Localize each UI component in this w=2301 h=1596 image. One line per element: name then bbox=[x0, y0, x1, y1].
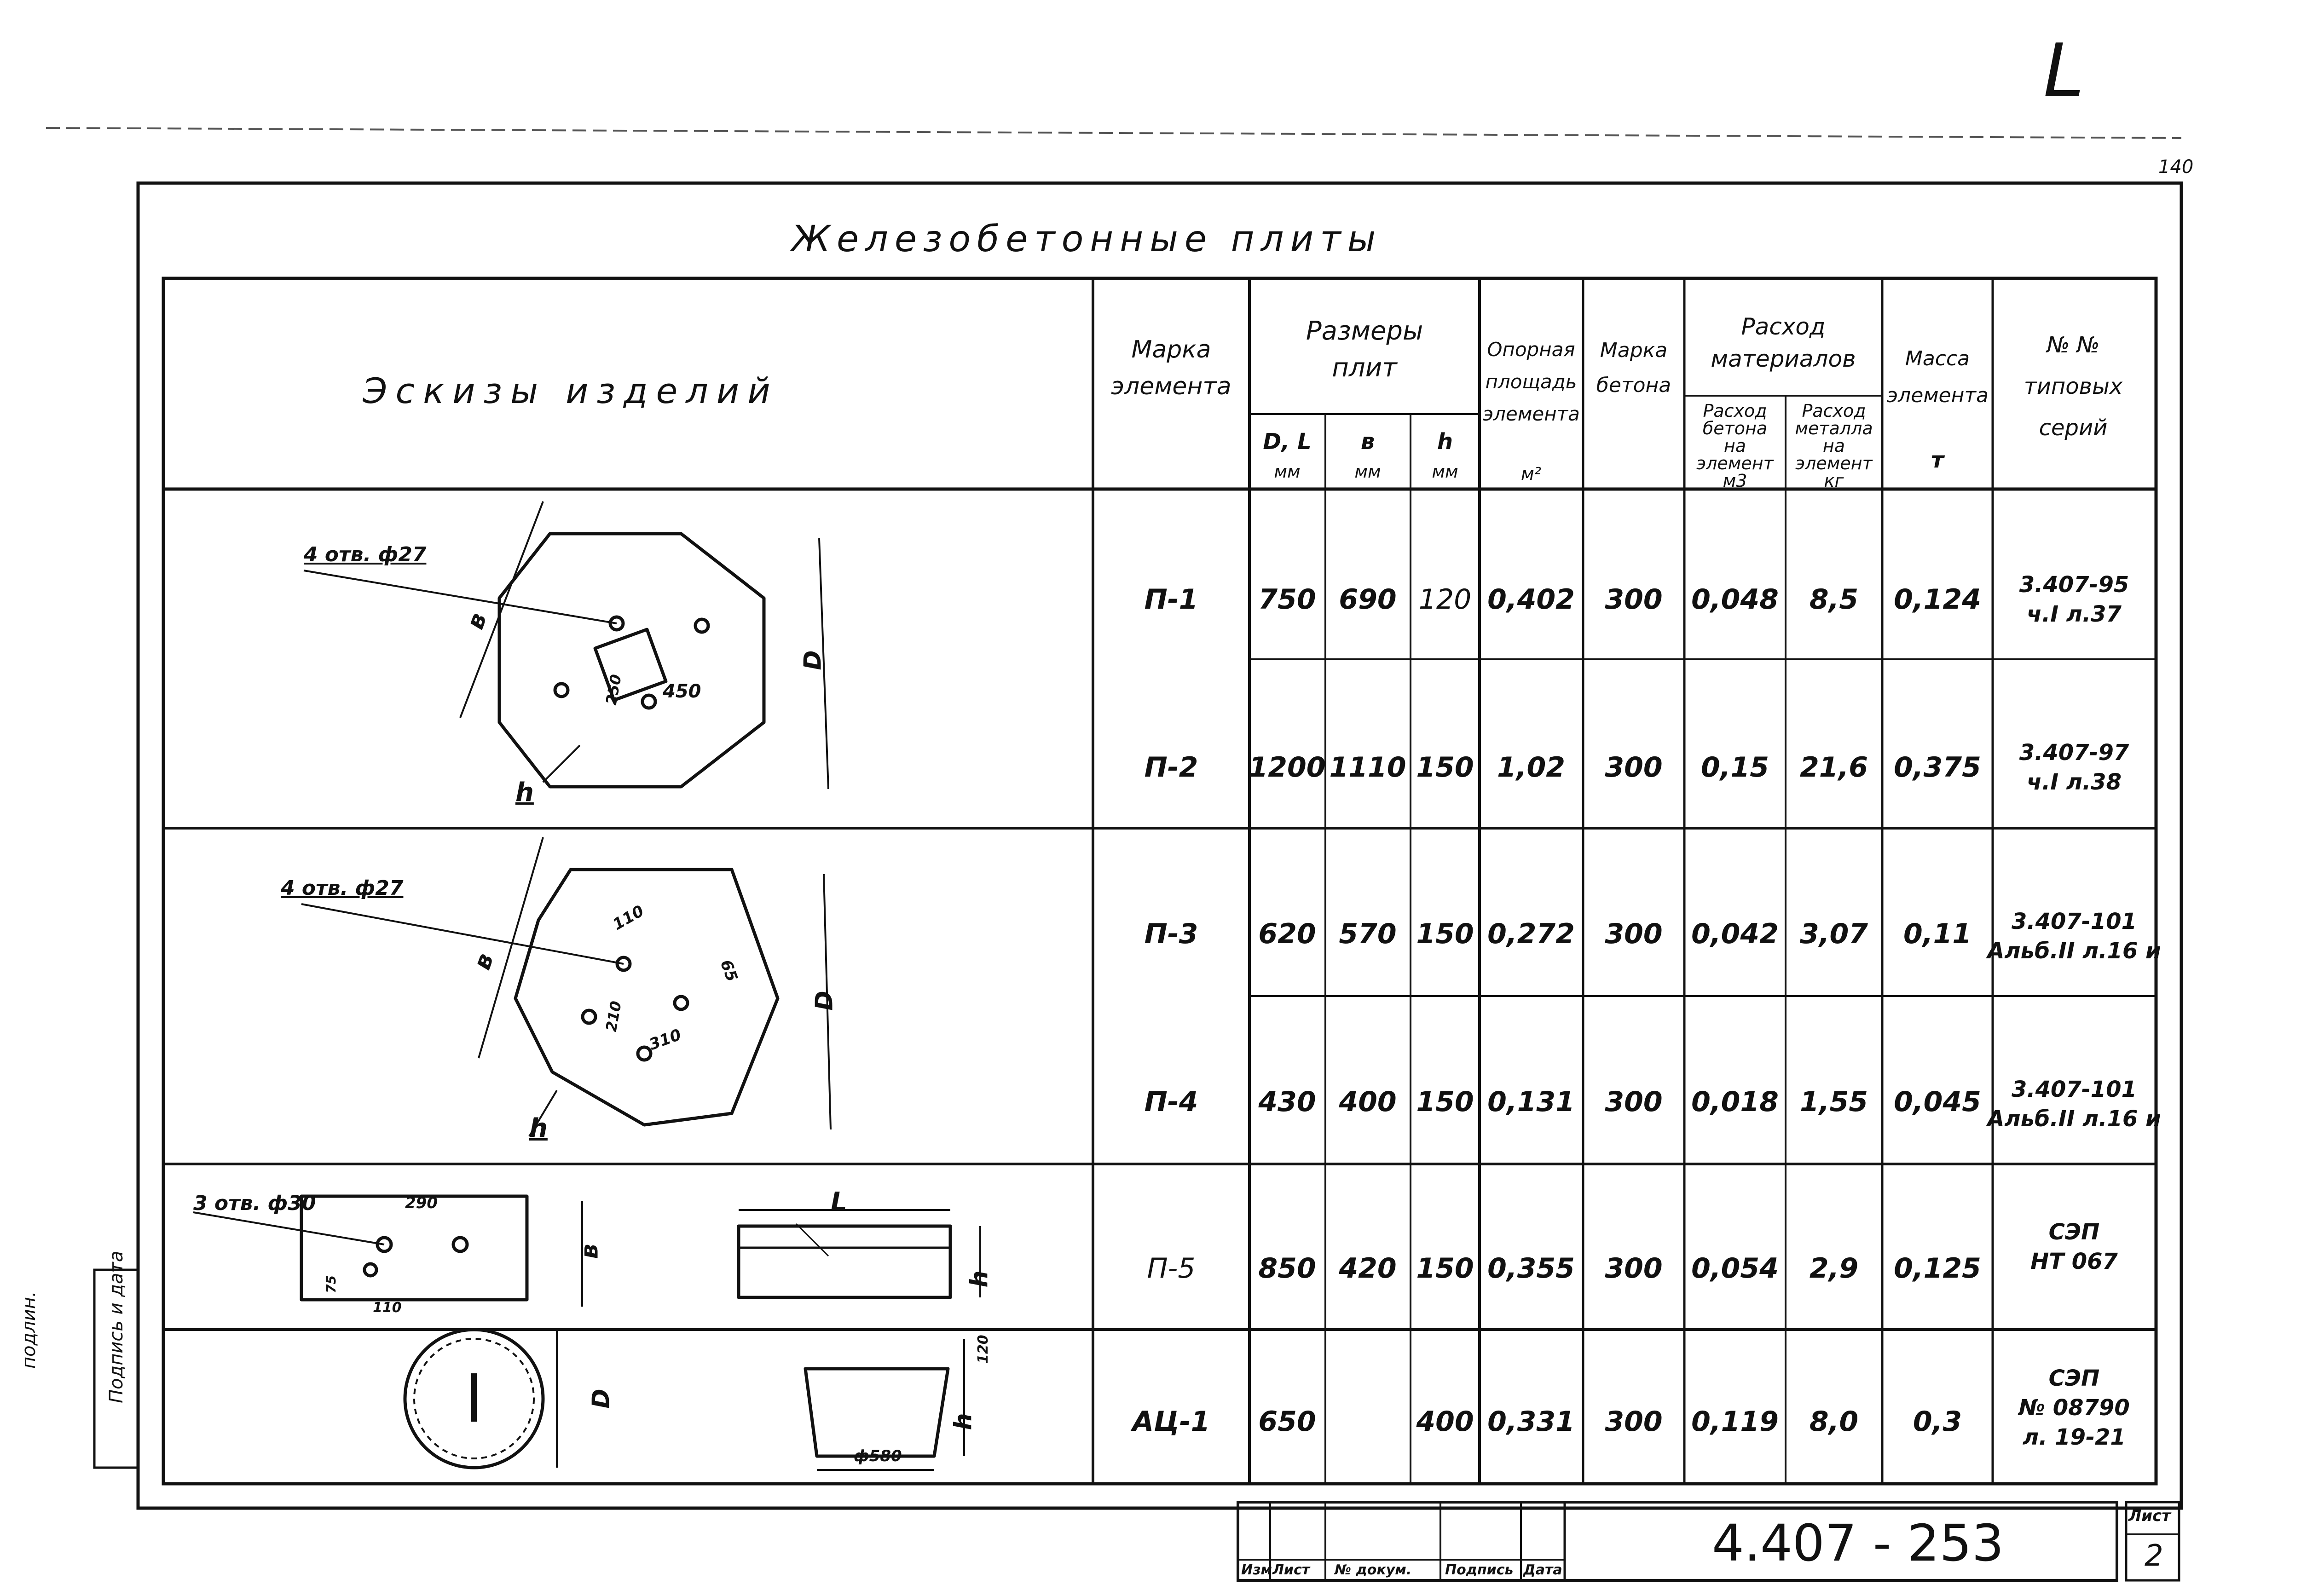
header-metal-unit: кг bbox=[1824, 471, 1844, 491]
row-3-h: 150 bbox=[1416, 918, 1474, 950]
header-size-h: h bbox=[1437, 429, 1453, 455]
dim-D-1: D bbox=[799, 650, 827, 670]
header-support-area: Опорная площадь элемента bbox=[1483, 338, 1580, 425]
row-4-mark: П-4 bbox=[1144, 1086, 1198, 1118]
header-concrete-unit: м3 bbox=[1723, 471, 1747, 491]
header-unit-mm-2: мм bbox=[1354, 461, 1381, 482]
row-3-concrete: 300 bbox=[1605, 918, 1663, 950]
row-6-h: 400 bbox=[1416, 1406, 1474, 1438]
row-5-d: 850 bbox=[1258, 1252, 1316, 1285]
label-holes-1: 4 отв. ф27 bbox=[304, 543, 427, 566]
dim-580: ф580 bbox=[854, 1447, 902, 1465]
row-6-series-1: СЭП bbox=[2048, 1366, 2100, 1391]
dim-h-1: h bbox=[515, 778, 534, 807]
row-3-d: 620 bbox=[1258, 918, 1316, 950]
row-3-mark: П-3 bbox=[1144, 918, 1198, 950]
sheet-label: Лист bbox=[2128, 1507, 2171, 1525]
row-4-series-1: 3.407-101 bbox=[2012, 1077, 2137, 1102]
row-5-area: 0,355 bbox=[1487, 1252, 1575, 1285]
row-2-mass: 0,375 bbox=[1894, 751, 1981, 784]
dim-250: 250 bbox=[602, 673, 625, 707]
row-1-series-1: 3.407-95 bbox=[2019, 572, 2129, 598]
row-1-mass: 0,124 bbox=[1894, 583, 1981, 616]
sheet-number: 2 bbox=[2145, 1539, 2163, 1573]
row-5-h: 150 bbox=[1416, 1252, 1474, 1285]
dim-450: 450 bbox=[663, 681, 701, 702]
header-size-b: в bbox=[1360, 429, 1375, 455]
row-4-area: 0,131 bbox=[1487, 1086, 1575, 1118]
row-5-series bbox=[2030, 1217, 2118, 1276]
row-5-metal: 2,9 bbox=[1809, 1252, 1859, 1285]
row-6-d: 650 bbox=[1258, 1406, 1316, 1438]
dim-210: 210 bbox=[602, 999, 625, 1033]
row-2-d: 1200 bbox=[1249, 751, 1326, 784]
header-concrete-mark: Марка бетона bbox=[1596, 339, 1671, 397]
dim-75: 75 bbox=[323, 1275, 339, 1293]
row-4-h: 150 bbox=[1416, 1086, 1474, 1118]
row-4-mass: 0,045 bbox=[1894, 1086, 1981, 1118]
document-code: 4.407 - 253 bbox=[1712, 1514, 2004, 1573]
header-mark: Марка элемента bbox=[1111, 336, 1231, 400]
row-2-mark: П-2 bbox=[1144, 751, 1198, 784]
header-support-unit: м² bbox=[1521, 464, 1541, 484]
side-stamp-2: Подпись и дата bbox=[106, 1250, 127, 1403]
dim-b-3: в bbox=[576, 1244, 604, 1259]
dim-h-2: h bbox=[529, 1113, 548, 1143]
tb-izm: Изм bbox=[1241, 1562, 1272, 1578]
row-1-area: 0,402 bbox=[1487, 583, 1575, 616]
tb-list: Лист bbox=[1272, 1562, 1310, 1578]
row-1-mark: П-1 bbox=[1144, 583, 1198, 616]
row-4-concrete-use: 0,018 bbox=[1691, 1086, 1779, 1118]
corner-mark: L bbox=[2043, 28, 2085, 114]
row-5-concrete-use: 0,054 bbox=[1691, 1252, 1779, 1285]
row-2-b: 1110 bbox=[1329, 751, 1406, 784]
row-6-concrete-use: 0,119 bbox=[1691, 1406, 1779, 1438]
dim-290: 290 bbox=[405, 1194, 438, 1212]
tb-sign: Подпись bbox=[1445, 1562, 1514, 1578]
row-4-series-2: Альб.II л.16 и bbox=[1987, 1106, 2161, 1132]
dim-b-1: в bbox=[461, 609, 493, 633]
dim-h-3: h bbox=[965, 1270, 994, 1288]
row-3-b: 570 bbox=[1339, 918, 1397, 950]
row-2-area: 1,02 bbox=[1497, 751, 1566, 784]
row-5-series-1: СЭП bbox=[2048, 1219, 2100, 1245]
row-3-metal: 3,07 bbox=[1799, 918, 1868, 950]
row-1-series-2: ч.I л.37 bbox=[2027, 601, 2122, 627]
dim-h-4: h bbox=[949, 1413, 977, 1430]
row-5-mass: 0,125 bbox=[1894, 1252, 1981, 1285]
header-materials: Расход материалов bbox=[1711, 313, 1856, 372]
row-3-series-1: 3.407-101 bbox=[2012, 909, 2137, 934]
row-2-series-2: ч.I л.38 bbox=[2027, 769, 2122, 795]
header-size-dl: D, L bbox=[1263, 429, 1312, 455]
page-title: Железобетонные плиты bbox=[792, 219, 1382, 260]
row-2-h: 150 bbox=[1416, 751, 1474, 784]
row-6-mass: 0,3 bbox=[1913, 1406, 1962, 1438]
dim-65: 65 bbox=[716, 957, 741, 985]
header-metal-use: Расход металла на элемент bbox=[1795, 401, 1873, 473]
tb-date: Дата bbox=[1523, 1562, 1562, 1578]
row-4-b: 400 bbox=[1339, 1086, 1397, 1118]
row-3-series bbox=[1987, 907, 2161, 966]
dim-110b: 110 bbox=[373, 1300, 402, 1316]
row-6-concrete: 300 bbox=[1605, 1406, 1663, 1438]
header-series: № № типовых серий bbox=[2023, 332, 2123, 441]
row-5-concrete: 300 bbox=[1605, 1252, 1663, 1285]
row-6-series-2: № 08790 bbox=[2018, 1395, 2130, 1421]
row-1-concrete: 300 bbox=[1605, 583, 1663, 616]
row-6-metal: 8,0 bbox=[1809, 1406, 1859, 1438]
label-holes-2: 4 отв. ф27 bbox=[281, 876, 404, 900]
header-unit-mm-3: мм bbox=[1432, 461, 1458, 482]
row-1-metal: 8,5 bbox=[1809, 583, 1859, 616]
row-3-concrete-use: 0,042 bbox=[1691, 918, 1779, 950]
label-holes-3: 3 отв. ф30 bbox=[193, 1192, 316, 1215]
row-5-mark: П-5 bbox=[1147, 1252, 1196, 1285]
tb-doc: № докум. bbox=[1335, 1562, 1412, 1578]
row-6-series bbox=[2018, 1364, 2129, 1452]
row-1-d: 750 bbox=[1258, 583, 1316, 616]
row-2-series-1: 3.407-97 bbox=[2019, 740, 2129, 766]
row-2-concrete-use: 0,15 bbox=[1700, 751, 1769, 784]
dim-120: 120 bbox=[975, 1335, 991, 1364]
side-stamp-1: подлин. bbox=[18, 1291, 40, 1369]
row-2-metal: 21,6 bbox=[1799, 751, 1868, 784]
row-4-concrete: 300 bbox=[1605, 1086, 1663, 1118]
row-1-series bbox=[2019, 570, 2129, 629]
row-6-series-3: л. 19-21 bbox=[2023, 1424, 2126, 1450]
row-1-concrete-use: 0,048 bbox=[1691, 583, 1779, 616]
row-2-series bbox=[2019, 738, 2129, 797]
sheet-small-number: 140 bbox=[2158, 156, 2194, 178]
row-3-series-2: Альб.II л.16 и bbox=[1987, 938, 2161, 964]
row-6-mark: АЦ-1 bbox=[1132, 1406, 1210, 1438]
row-4-series bbox=[1987, 1075, 2161, 1134]
row-5-series-2: НТ 067 bbox=[2030, 1249, 2118, 1274]
row-4-metal: 1,55 bbox=[1799, 1086, 1868, 1118]
dim-b-2: в bbox=[468, 950, 500, 974]
row-6-area: 0,331 bbox=[1487, 1406, 1575, 1438]
dim-L: L bbox=[831, 1187, 847, 1217]
dim-D-3: D bbox=[587, 1389, 615, 1409]
header-sketches: Эскизы изделий bbox=[363, 370, 779, 411]
header-unit-mm-1: мм bbox=[1274, 461, 1301, 482]
header-sizes: Размеры плит bbox=[1306, 316, 1423, 383]
header-mass-unit: т bbox=[1931, 447, 1944, 473]
row-4-d: 430 bbox=[1258, 1086, 1316, 1118]
row-5-b: 420 bbox=[1339, 1252, 1397, 1285]
row-1-h: 120 bbox=[1418, 583, 1472, 616]
row-1-b: 690 bbox=[1339, 583, 1397, 616]
dim-D-2: D bbox=[810, 991, 838, 1011]
header-concrete-use: Расход бетона на элемент bbox=[1696, 401, 1774, 473]
row-3-mass: 0,11 bbox=[1903, 918, 1972, 950]
row-3-area: 0,272 bbox=[1487, 918, 1575, 950]
dim-110: 110 bbox=[609, 901, 648, 934]
dim-310: 310 bbox=[647, 1026, 684, 1054]
header-mass: Масса элемента bbox=[1887, 347, 1989, 407]
row-2-concrete: 300 bbox=[1605, 751, 1663, 784]
